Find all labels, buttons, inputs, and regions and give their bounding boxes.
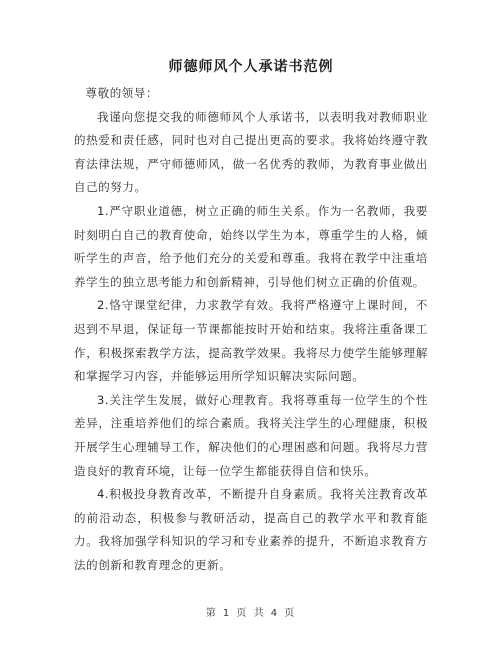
- paragraph-3: 3.关注学生发展，做好心理教育。我将尊重每一位学生的个性差异，注重培养他们的综合素质。我将关注学生的心理健康，积极开展学生心理辅导工作，解决他们的心理困惑和问题。我将尽力营造良好的教育环境，让每一位学生都能获得自信和快乐。: [74, 392, 428, 478]
- paragraph-4: 4.积极投身教育改革，不断提升自身素质。我将关注教育改革的前沿动态，积极参与教研活动，提高自己的教学水平和教育能力。我将加强学科知识的学习和专业素养的提升，不断追求教育方法的创新和教育理念的更新。: [74, 487, 428, 572]
- salutation: 尊敬的领导：: [85, 86, 159, 100]
- paragraph-intro: 我谨向您提交我的师德师风个人承诺书，以表明我对教师职业的热爱和责任感，同时也对自己提出更高的要求。我将始终遵守教育法律法规，严守师德师风，做一名优秀的教师，为教育事业做出自己的努力。: [74, 109, 428, 195]
- document-body: [74, 82, 428, 577]
- paragraph-1: 1.严守职业道德，树立正确的师生关系。作为一名教师，我要时刻明白自己的教育使命，始终以学生为本，尊重学生的人格，倾听学生的声音，给予他们充分的关爱和尊重。我将在教学中注重培养学生的独立思考能力和创新精神，引导他们树立正确的价值观。: [74, 203, 428, 289]
- page-number-footer: 第 1 页 共 4 页: [205, 608, 297, 619]
- paragraph-2: 2.恪守课堂纪律，力求教学有效。我将严格遵守上课时间，不迟到不早退，保证每一节课都能按时开始和结束。我将注重备课工作，积极探索教学方法，提高教学效果。我将尽力使学生能够理解和掌握学习内容，并能够运用所学知识解决实际问题。: [74, 298, 428, 384]
- document-title: 师德师风个人承诺书范例: [168, 59, 334, 75]
